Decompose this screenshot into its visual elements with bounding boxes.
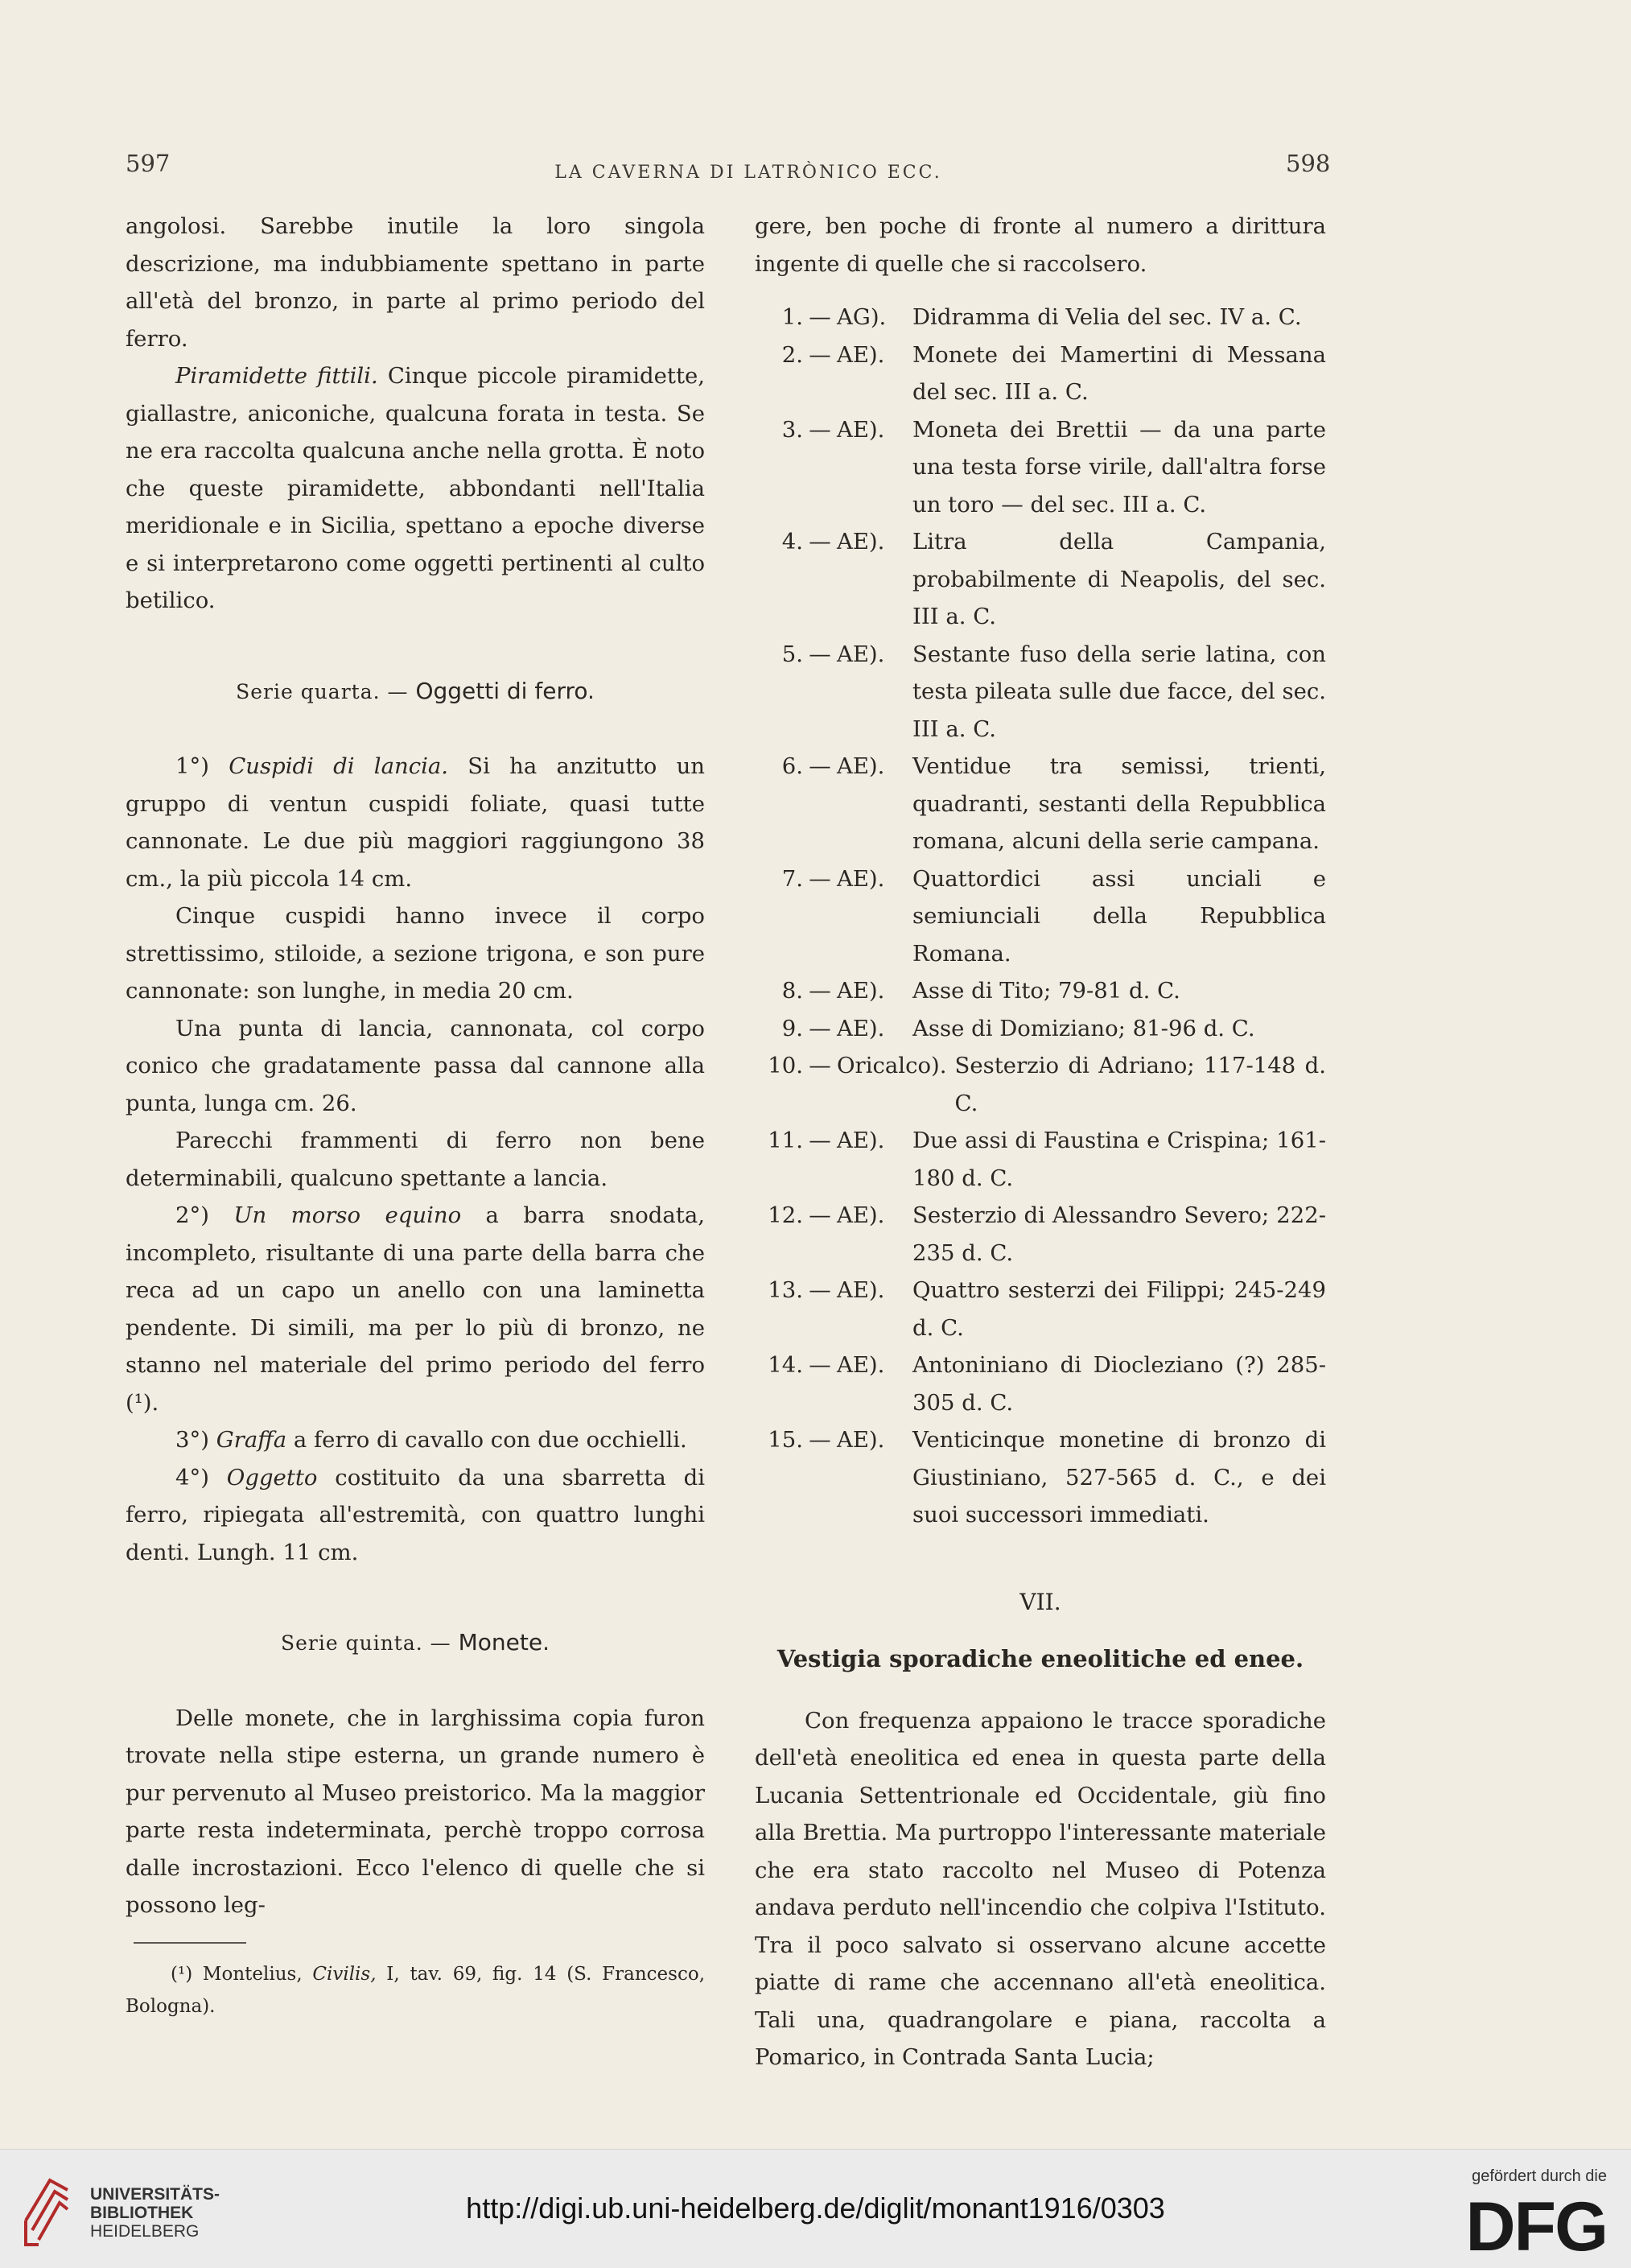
coin-number: 15. (768, 1427, 803, 1453)
coin-metal: AE). (837, 1128, 885, 1153)
coin-number: 11. (768, 1128, 803, 1153)
coin-number: 8. (781, 978, 803, 1004)
coin-description: Asse di Domiziano; 81-96 d. C. (912, 1015, 1255, 1041)
dash: — (809, 304, 831, 330)
coin-metal: AE). (837, 1352, 885, 1378)
page-number-left: 597 (126, 150, 171, 177)
coin-entry (755, 1122, 1326, 1197)
paragraph: Parecchi frammenti di ferro non bene determinabili, qualcuno spettante a lancia. (126, 1128, 705, 1191)
coin-description: Venticinque monetine di bronzo di Giustiniano, 527-565 d. C., e dei suoi successori immediati. (912, 1427, 1326, 1528)
coin-metal: AE). (837, 1202, 885, 1228)
dash: — (809, 341, 831, 368)
dash: — (809, 978, 831, 1004)
dash: — (809, 1053, 831, 1078)
coin-description: Quattro sesterzi dei Filippi; 245-249 d. C. (912, 1277, 1326, 1341)
coin-number: 13. (768, 1277, 803, 1303)
dash: — (809, 641, 831, 667)
coin-description: Sesterzio di Alessandro Severo; 222-235 d. C. (912, 1202, 1326, 1266)
coin-entry (755, 523, 1326, 636)
paragraph: Con frequenza appaiono le tracce sporadiche dell'età eneolitica ed enea in questa parte della Lucania Settentrionale ed Occidentale, giù fino alla Brettia. Ma purtroppo l'interessante materiale che era stato raccolto nel Museo di Potenza andava perduto nell'incendio che colpiva l'Istituto. Tra il poco salvato si osservano alcune accette piatte di rame che accennano all'età eneolitica. Tali una, quadrangolare e piana, raccolta a Pomarico, in Contrada Santa Lucia; (755, 1707, 1326, 2070)
coin-description: Antoniniano di Diocleziano (?) 285-305 d. C. (912, 1352, 1326, 1416)
coin-entry (755, 1010, 1326, 1048)
page-url[interactable]: http://digi.ub.uni-heidelberg.de/diglit/monant1916/0303 (466, 2192, 1165, 2225)
footnote-rule (134, 1942, 246, 1944)
dash: — (809, 1277, 831, 1303)
coin-number: 12. (768, 1202, 803, 1228)
coin-metal: AE). (837, 529, 885, 555)
coin-entry (755, 1197, 1326, 1272)
footnote: (¹) Montelius, Civilis, I, tav. 69, fig. 14 (S. Francesco, Bologna). (126, 1963, 706, 2017)
coin-number: 4. (781, 529, 803, 555)
dash: — (809, 1352, 831, 1378)
paragraph: Piramidette fittili. Cinque piccole piramidette, giallastre, aniconiche, qualcuna forata in testa. Se ne era raccolta qualcuna anche nella grotta. È noto che queste piramidette, abbondanti nell'Italia meridionale e in Sicilia, spettano a epoche diverse e si interpretarono come oggetti pertinenti al culto betilico. (126, 363, 706, 613)
paragraph: 2°) Un morso equino a barra snodata, incompleto, risultante di una parte della barra che reca ad un capo un anello con una laminetta pendente. Di simili, ma per lo più di bronzo, ne stanno nel materiale del primo periodo del ferro (¹). (126, 1202, 705, 1416)
coin-metal: AE). (837, 641, 885, 667)
left-column (126, 208, 705, 2023)
coin-number: 7. (781, 865, 803, 892)
dash: — (809, 865, 831, 892)
paragraph: gere, ben poche di fronte al numero a dirittura ingente di quelle che si raccolsero. (755, 213, 1326, 277)
coin-description: Sestante fuso della serie latina, con testa pileata sulle due facce, del sec. III a. C. (912, 641, 1326, 742)
paragraph: 3°) Graffa a ferro di cavallo con due occhielli. (175, 1427, 687, 1453)
dash: — (809, 1202, 831, 1228)
library-name: UNIVERSITÄTS- BIBLIOTHEK HEIDELBERG (90, 2185, 220, 2241)
coin-metal: AE). (837, 341, 885, 368)
coin-entry (755, 636, 1326, 748)
dash: — (809, 1427, 831, 1453)
chapter-number: VII. (1019, 1588, 1061, 1615)
footer-bar (0, 2149, 1631, 2268)
coin-number: 3. (781, 416, 803, 443)
coin-metal: AE). (837, 753, 885, 779)
coin-entry (755, 860, 1326, 973)
coin-metal: AE). (837, 865, 885, 892)
coin-list (755, 299, 1326, 1534)
dash: — (809, 1128, 831, 1153)
coin-entry (755, 411, 1326, 524)
coin-description: Due assi di Faustina e Crispina; 161-180 d. C. (912, 1128, 1326, 1191)
coin-metal: AE). (837, 416, 885, 443)
paragraph: Una punta di lancia, cannonata, col corpo conico che gradatamente passa dal cannone alla punta, lunga cm. 26. (126, 1015, 705, 1116)
coin-entry (755, 972, 1326, 1010)
coin-description: Asse di Tito; 79-81 d. C. (912, 978, 1180, 1004)
coin-metal: AG). (837, 304, 887, 330)
dfg-logo: DFG (1465, 2188, 1607, 2266)
coin-description: Monete dei Mamertini di Messana del sec. III a. C. (912, 341, 1326, 405)
coin-description: Moneta dei Brettii — da una parte una testa forse virile, dall'altra forse un toro — del sec. III a. C. (912, 416, 1326, 518)
coin-description: Litra della Campania, probabilmente di Neapolis, del sec. III a. C. (912, 529, 1326, 629)
coin-metal: AE). (837, 1427, 885, 1453)
coin-description: Sesterzio di Adriano; 117-148 d. C. (954, 1053, 1326, 1116)
coin-number: 6. (781, 753, 803, 779)
coin-number: 2. (781, 341, 803, 368)
dash: — (809, 529, 831, 555)
coin-description: Quattordici assi unciali e semiunciali della Repubblica Romana. (912, 865, 1326, 967)
coin-entry (755, 336, 1326, 411)
coin-number: 9. (781, 1015, 803, 1041)
right-column (755, 208, 1326, 2076)
coin-entry (755, 1421, 1326, 1534)
page-number-right: 598 (1286, 150, 1331, 177)
coin-entry (755, 748, 1326, 860)
dash: — (809, 416, 831, 443)
funding-label: gefördert durch die (1472, 2167, 1607, 2185)
coin-entry (755, 299, 1326, 336)
coin-entry (755, 1047, 1326, 1122)
coin-metal: Oricalco). (837, 1053, 947, 1078)
paragraph: 1°) Cuspidi di lancia. Si ha anzitutto un gruppo di ventun cuspidi foliate, quasi tutte cannonate. Le due più maggiori raggiungono 38 cm., la più piccola 14 cm. (126, 753, 705, 892)
coin-metal: AE). (837, 1277, 885, 1303)
coin-entry (755, 1346, 1326, 1421)
coin-description: Didramma di Velia del sec. IV a. C. (912, 304, 1302, 330)
coin-number: 1. (781, 304, 803, 330)
coin-description: Ventidue tra semissi, trienti, quadranti, sestanti della Repubblica romana, alcuni della serie campana. (912, 753, 1326, 854)
coin-number: 10. (768, 1053, 803, 1078)
coin-number: 5. (781, 641, 803, 667)
coin-entry (755, 1272, 1326, 1346)
paragraph: Delle monete, che in larghissima copia furon trovate nella stipe esterna, un grande numero è pur pervenuto al Museo preistorico. Ma la maggior parte resta indeterminata, perchè troppo corrosa dalle incrostazioni. Ecco l'elenco di quelle che si possono leg- (126, 1705, 705, 1918)
coin-metal: AE). (837, 1015, 885, 1041)
section-heading: Serie quarta. — Oggetti di ferro. (236, 677, 595, 704)
running-title: LA CAVERNA DI LATRÒNICO ECC. (554, 163, 942, 183)
paragraph: Cinque cuspidi hanno invece il corpo strettissimo, stiloide, a sezione trigona, e son pure cannonate: son lunghe, in media 20 cm. (126, 903, 705, 1004)
coin-number: 14. (768, 1352, 803, 1378)
section-title: Vestigia sporadiche eneolitiche ed enee. (776, 1645, 1304, 1672)
paragraph: angolosi. Sarebbe inutile la loro singola descrizione, ma indubbiamente spettano in parte all'età del bronzo, in parte al primo periodo del ferro. (126, 213, 705, 352)
dash: — (809, 1015, 831, 1041)
section-heading: Serie quinta. — Monete. (281, 1629, 550, 1656)
coin-metal: AE). (837, 978, 885, 1004)
dash: — (809, 753, 831, 779)
paragraph: 4°) Oggetto costituito da una sbarretta di ferro, ripiegata all'estremità, con quattro lunghi denti. Lungh. 11 cm. (126, 1464, 706, 1565)
